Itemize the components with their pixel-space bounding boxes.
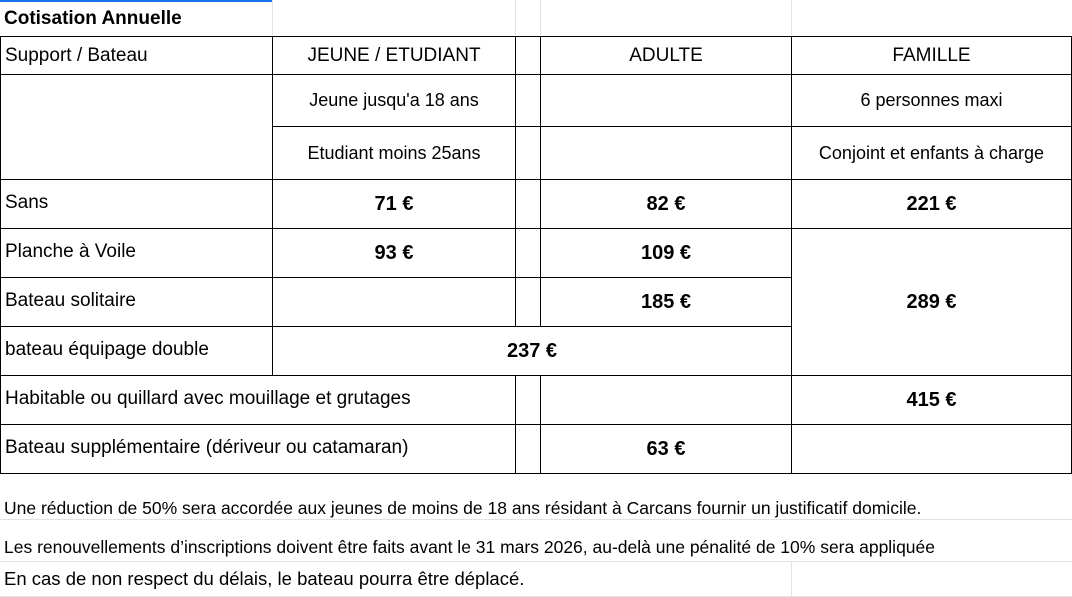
- spacer-cell[interactable]: [516, 425, 541, 474]
- spacer-cell[interactable]: [516, 127, 541, 180]
- gridline: [0, 519, 1072, 520]
- label-supplementaire[interactable]: Bateau supplémentaire (dériveur ou catamaran): [1, 425, 516, 474]
- price-planche-solitaire-famille[interactable]: 289 €: [792, 229, 1072, 376]
- note-deplacement[interactable]: En cas de non respect du délais, le bateau pourra être déplacé.: [4, 568, 525, 589]
- price-habitable-famille[interactable]: 415 €: [792, 376, 1072, 425]
- note-renouvellement[interactable]: Les renouvellements d’inscriptions doivent être faits avant le 31 mars 2026, au-delà une pénalité de 10% sera appliquée: [4, 537, 936, 557]
- selection-accent: [0, 0, 272, 2]
- row-habitable: [1, 376, 1072, 425]
- condition-jeune-age[interactable]: Jeune jusqu'a 18 ans: [273, 75, 516, 127]
- header-support[interactable]: Support / Bateau: [1, 37, 273, 75]
- gridline: [515, 0, 516, 36]
- condition-famille-max[interactable]: 6 personnes maxi: [792, 75, 1072, 127]
- price-supplementaire-adulte[interactable]: 63 €: [541, 425, 792, 474]
- note-reduction[interactable]: Une réduction de 50% sera accordée aux jeunes de moins de 18 ans résidant à Carcans fournir un justificatif domicile.: [4, 498, 922, 518]
- empty-cell[interactable]: [541, 376, 792, 425]
- price-sans-adulte[interactable]: 82 €: [541, 180, 792, 229]
- price-planche-adulte[interactable]: 109 €: [541, 229, 792, 278]
- gridline: [0, 561, 1072, 562]
- spacer-cell[interactable]: [516, 75, 541, 127]
- condition-row-1: [1, 75, 1072, 127]
- condition-jeune-etudiant[interactable]: Etudiant moins 25ans: [273, 127, 516, 180]
- spacer-cell[interactable]: [516, 37, 541, 75]
- empty-merged-cell[interactable]: [1, 75, 273, 180]
- empty-cell[interactable]: [541, 75, 792, 127]
- empty-cell[interactable]: [541, 127, 792, 180]
- cotisation-table: [0, 36, 1072, 474]
- spacer-cell[interactable]: [516, 376, 541, 425]
- label-double[interactable]: bateau équipage double: [1, 327, 273, 376]
- gridline: [791, 0, 792, 36]
- empty-cell[interactable]: [792, 425, 1072, 474]
- condition-famille-charge[interactable]: Conjoint et enfants à charge: [792, 127, 1072, 180]
- header-row: [1, 37, 1072, 75]
- row-supplementaire: [1, 425, 1072, 474]
- price-sans-jeune[interactable]: 71 €: [273, 180, 516, 229]
- price-solitaire-adulte[interactable]: 185 €: [541, 278, 792, 327]
- spacer-cell[interactable]: [516, 180, 541, 229]
- spacer-cell[interactable]: [516, 229, 541, 278]
- gridline: [272, 0, 273, 36]
- price-double-jeune-adulte[interactable]: 237 €: [273, 327, 792, 376]
- spacer-cell[interactable]: [516, 278, 541, 327]
- gridline: [791, 561, 792, 597]
- sheet-title: Cotisation Annuelle: [4, 8, 182, 29]
- price-sans-famille[interactable]: 221 €: [792, 180, 1072, 229]
- row-sans: [1, 180, 1072, 229]
- header-famille[interactable]: FAMILLE: [792, 37, 1072, 75]
- empty-cell[interactable]: [273, 278, 516, 327]
- label-solitaire[interactable]: Bateau solitaire: [1, 278, 273, 327]
- gridline: [540, 0, 541, 36]
- label-sans[interactable]: Sans: [1, 180, 273, 229]
- label-habitable[interactable]: Habitable ou quillard avec mouillage et grutages: [1, 376, 516, 425]
- header-adulte[interactable]: ADULTE: [541, 37, 792, 75]
- label-planche[interactable]: Planche à Voile: [1, 229, 273, 278]
- price-planche-jeune[interactable]: 93 €: [273, 229, 516, 278]
- row-planche: [1, 229, 1072, 278]
- header-jeune[interactable]: JEUNE / ETUDIANT: [273, 37, 516, 75]
